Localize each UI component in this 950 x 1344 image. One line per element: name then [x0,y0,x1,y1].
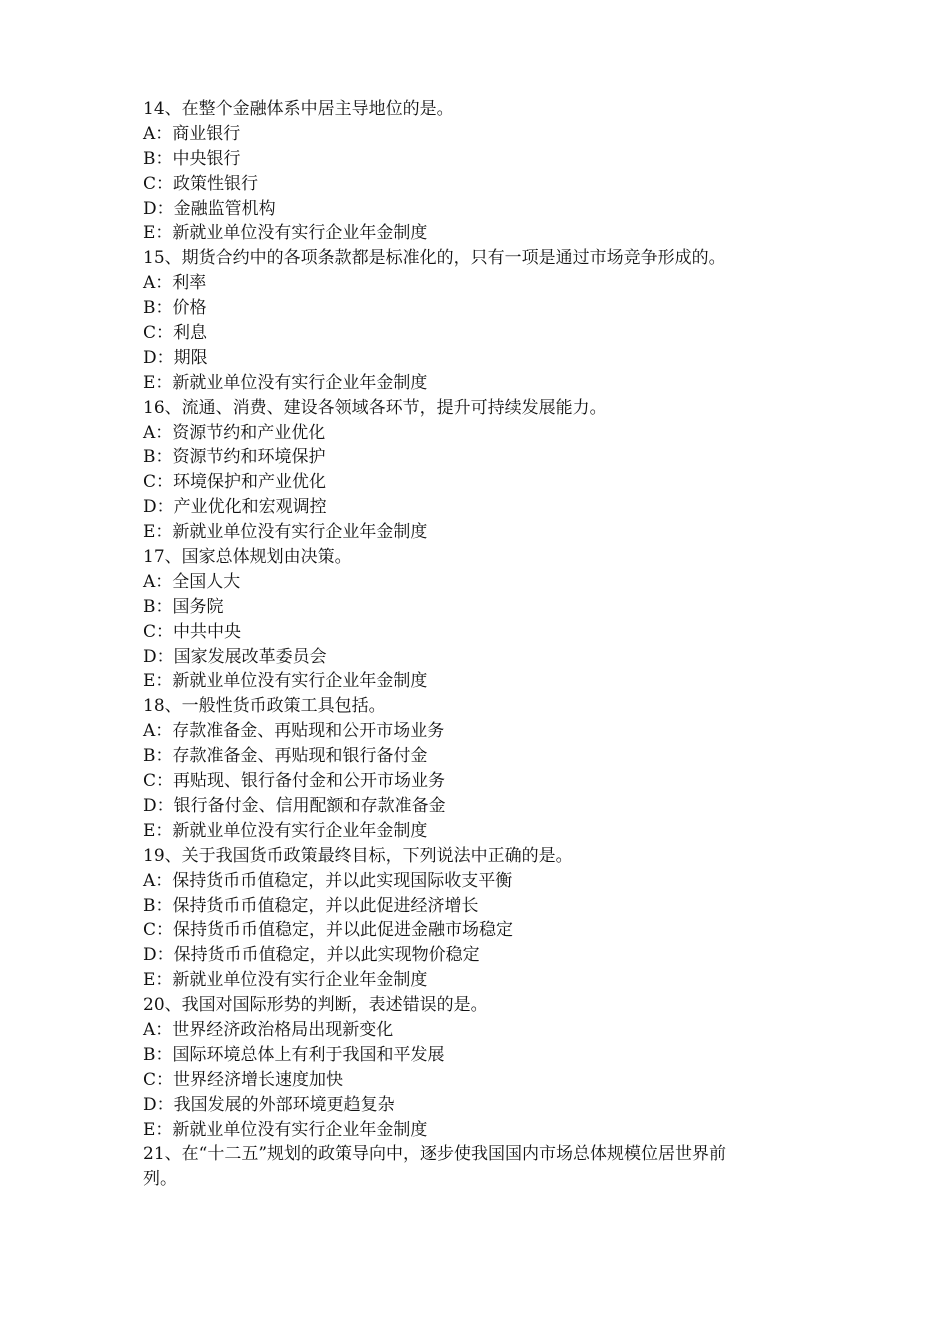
option-b: B：存款准备金、再贴现和银行备付金 [143,746,428,767]
document-page [143,97,833,1192]
option-d: D：产业优化和宏观调控 [143,497,327,518]
question-stem: 14、在整个金融体系中居主导地位的是。 [143,99,454,119]
option-a: A：资源节约和产业优化 [143,422,326,443]
question-stem: 20、我国对国际形势的判断，表述错误的是。 [143,995,488,1016]
question-stem: 19、关于我国货币政策最终目标，下列说法中正确的是。 [143,845,573,866]
option-e: E：新就业单位没有实行企业年金制度 [143,522,428,543]
question-stem: 17、国家总体规划由决策。 [143,547,352,568]
question-stem: 15、期货合约中的各项条款都是标准化的，只有一项是通过市场竞争形成的。 [143,248,726,269]
option-e: E：新就业单位没有实行企业年金制度 [143,970,428,991]
option-a: A：保持货币币值稳定，并以此实现国际收支平衡 [143,870,513,891]
option-b: B：国务院 [143,596,224,617]
option-d: D：银行备付金、信用配额和存款准备金 [143,795,446,816]
option-e: E：新就业单位没有实行企业年金制度 [143,1119,428,1140]
option-b: B：保持货币币值稳定，并以此促进经济增长 [143,895,479,916]
option-a: A：利率 [143,273,207,294]
option-a: A：存款准备金、再贴现和公开市场业务 [143,721,445,742]
option-d: D：保持货币币值稳定，并以此实现物价稳定 [143,945,480,966]
option-a: A：全国人大 [143,571,241,592]
option-c: C：政策性银行 [143,173,259,194]
option-d: D：我国发展的外部环境更趋复杂 [143,1094,395,1115]
option-e: E：新就业单位没有实行企业年金制度 [143,671,428,692]
question-stem-continuation: 列。 [143,1169,177,1190]
option-d: D：期限 [143,347,208,368]
option-d: D：国家发展改革委员会 [143,646,327,667]
option-c: C：再贴现、银行备付金和公开市场业务 [143,771,446,792]
option-b: B：国际环境总体上有利于我国和平发展 [143,1044,445,1065]
option-e: E：新就业单位没有实行企业年金制度 [143,820,428,841]
option-d: D：金融监管机构 [143,198,276,219]
option-e: E：新就业单位没有实行企业年金制度 [143,223,428,244]
option-e: E：新就业单位没有实行企业年金制度 [143,372,428,393]
option-b: B：中央银行 [143,148,241,169]
option-c: C：利息 [143,323,208,344]
question-stem: 21、在“十二五”规划的政策导向中，逐步使我国国内市场总体规模位居世界前 [143,1144,727,1165]
option-b: B：资源节约和环境保护 [143,447,326,468]
question-stem: 16、流通、消费、建设各领域各环节，提升可持续发展能力。 [143,397,607,418]
option-c: C：世界经济增长速度加快 [143,1069,344,1090]
question-stem: 18、一般性货币政策工具包括。 [143,696,386,717]
option-c: C：保持货币币值稳定，并以此促进金融市场稳定 [143,920,514,941]
option-c: C：中共中央 [143,621,242,642]
option-c: C：环境保护和产业优化 [143,472,327,493]
option-b: B：价格 [143,298,207,319]
option-a: A：世界经济政治格局出现新变化 [143,1019,394,1040]
option-a: A：商业银行 [143,123,241,144]
